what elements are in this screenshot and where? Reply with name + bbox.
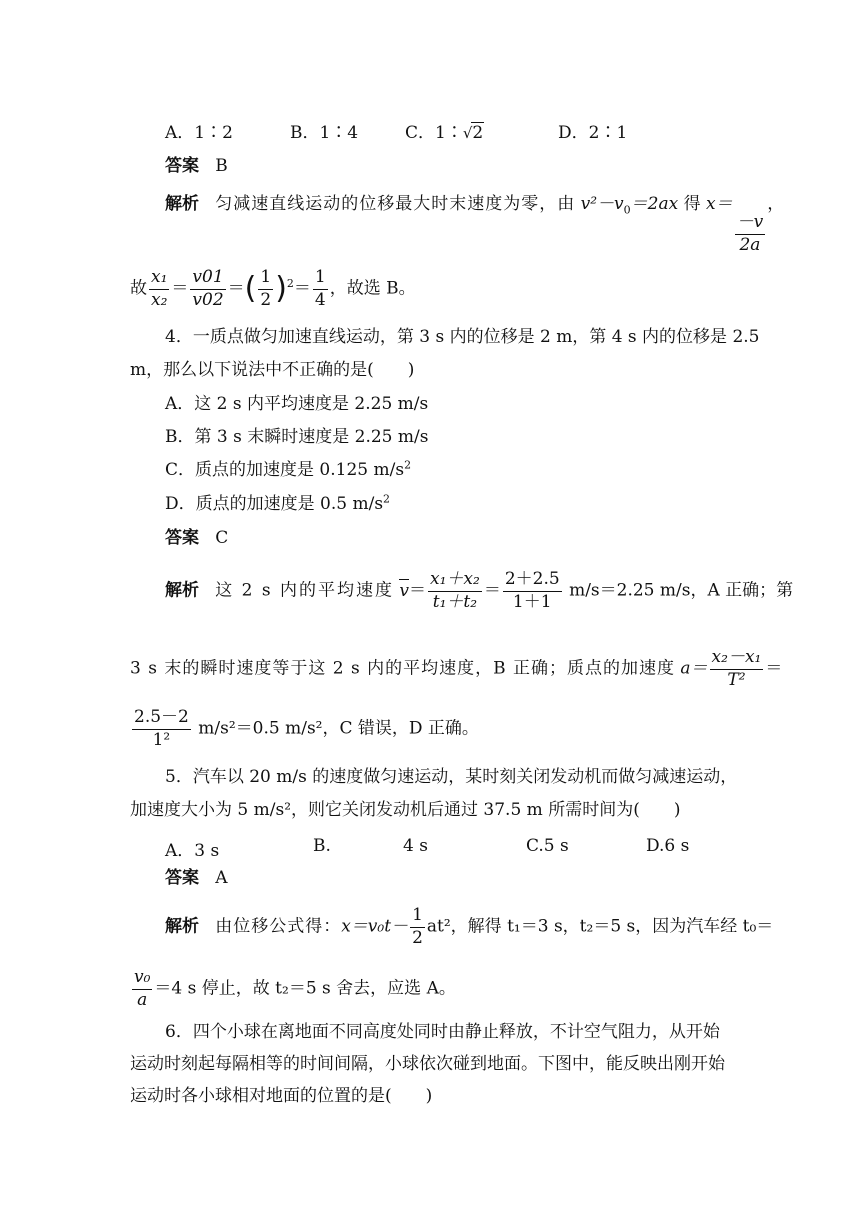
denominator: v02 <box>192 289 224 310</box>
fraction <box>132 968 152 1010</box>
q5-option-d: D.6 s <box>646 836 690 856</box>
numerator: x₂－x₁ <box>710 648 764 670</box>
analysis-text: 匀减速直线运动的位移最大时末速度为零，由 <box>215 194 576 214</box>
answer-label: 答案 <box>165 528 199 548</box>
answer-value: B <box>215 156 228 176</box>
fraction <box>313 268 328 310</box>
fraction <box>428 570 482 612</box>
q5-stem-line1: 5．汽车以 20 m/s 的速度做匀速运动，某时刻关闭发动机而做匀减速运动， <box>165 767 738 787</box>
numerator: x₁ <box>149 268 169 290</box>
text: ，故选 B。 <box>329 278 416 299</box>
denominator: 1² <box>152 729 171 750</box>
text: ＝4 s 停止，故 t₂＝5 s 舍去，应选 A。 <box>154 978 456 999</box>
analysis-text: 3 s 末的瞬时速度等于这 2 s 内的平均速度，B 正确；质点的加速度 <box>130 658 675 679</box>
q5-option-b-value: 4 s <box>403 836 428 856</box>
denominator: a <box>137 989 148 1010</box>
denominator: T² <box>727 669 746 690</box>
option-text: D．质点的加速度是 0.5 m/s <box>165 494 384 514</box>
q3-analysis-line2: 故 $\frac{\text{x₁}}{\text{x₂}}$ ＝ $\frac{v01}{v02}$ ＝ ( $\frac{1}{2}$ ) $^2$＝ $\frac{1}{4}$ ，故选 B。 <box>130 267 416 310</box>
q5-option-c: C.5 s <box>526 836 569 856</box>
q6-stem-line1: 6．四个小球在离地面不同高度处同时由静止释放，不计空气阻力，从开始 <box>165 1022 720 1042</box>
q4-analysis-line1: 解析 这 2 s 内的平均速度 v＝ $\frac{\text{x₁＋x₂}}{\text{t₁＋t₂}}$ ＝ $\frac{2+2.5}{1+1}$ m/s＝2.25 m/s，A 正确；第 <box>165 569 794 612</box>
formula: a＝ <box>680 658 708 679</box>
answer-value: A <box>215 868 228 888</box>
q6-stem-line3: 运动时各小球相对地面的位置的是( ) <box>130 1086 433 1106</box>
sqrt-icon: √ <box>462 124 473 142</box>
analysis-label: 解析 <box>165 194 199 214</box>
q3-option-c <box>405 118 484 143</box>
formula: v²－v <box>580 194 624 214</box>
q3-answer <box>165 158 228 175</box>
fraction <box>503 570 562 612</box>
q5-option-b: B. <box>313 836 331 856</box>
q3-option-d: D．2∶1 <box>558 123 628 143</box>
denominator: t₁＋t₂ <box>432 591 478 612</box>
numerator: 2.5－2 <box>132 708 191 730</box>
text: at²，解得 t₁＝3 s，t₂＝5 s，因为汽车经 t₀＝ <box>426 916 774 937</box>
formula: x＝v₀t－ <box>341 916 409 937</box>
text: m/s²＝0.5 m/s²，C 错误，D 正确。 <box>198 718 479 739</box>
answer-value: C <box>215 528 229 548</box>
fraction <box>132 708 191 750</box>
q5-analysis-line2 <box>130 968 456 1010</box>
vbar: v <box>399 580 409 601</box>
q4-analysis-line3 <box>130 708 479 750</box>
q3-sqrt-value: 2 <box>472 123 484 143</box>
fraction <box>410 906 425 948</box>
answer-label: 答案 <box>165 868 199 888</box>
fraction <box>710 648 764 690</box>
q3-option-b: B．1∶4 <box>290 123 359 143</box>
formula: ＝2ax <box>630 194 679 214</box>
numerator: －v <box>735 213 766 235</box>
q4-answer <box>165 530 228 547</box>
left-paren-icon: ( <box>244 271 257 307</box>
numerator: v₀ <box>132 968 152 990</box>
q5-stem-line2: 加速度大小为 5 m/s²，则它关闭发动机后通过 37.5 m 所需时间为( ) <box>130 800 681 820</box>
q4-option-c: C．质点的加速度是 0.125 $m/s^2$ <box>165 458 412 480</box>
text: m/s＝2.25 m/s，A 正确；第 <box>569 580 794 601</box>
q5-option-a: A．3 s <box>165 841 220 861</box>
denominator: x₂ <box>151 289 168 310</box>
q4-analysis-line2 <box>130 648 782 690</box>
text: 故 <box>130 278 147 299</box>
q4-option-a: A．这 2 s 内平均速度是 2.25 m/s <box>165 394 429 414</box>
q3-option-a: A．1∶2 <box>165 123 233 143</box>
answer-label: 答案 <box>165 156 199 176</box>
right-paren-icon: ) <box>275 271 287 307</box>
formula: x＝ <box>706 194 733 214</box>
fraction <box>735 213 766 255</box>
text: ， <box>767 194 785 214</box>
denominator: 2a <box>739 234 761 255</box>
q5-analysis-line1 <box>165 906 773 948</box>
numerator: 1 <box>258 268 273 290</box>
numerator: x₁＋x₂ <box>428 570 482 592</box>
q6-stem-line2: 运动时刻起每隔相等的时间间隔，小球依次碰到地面。下图中，能反映出刚开始 <box>130 1054 725 1074</box>
analysis-text: 这 2 s 内的平均速度 <box>215 580 394 601</box>
analysis-label: 解析 <box>165 580 199 601</box>
fraction <box>190 268 225 310</box>
q4-stem-line1: 4．一质点做匀加速直线运动，第 3 s 内的位移是 2 m，第 4 s 内的位移是 2.5 <box>165 327 760 347</box>
numerator: 2＋2.5 <box>503 570 562 592</box>
text: ＝ <box>765 658 783 679</box>
q4-option-b: B．第 3 s 末瞬时速度是 2.25 m/s <box>165 427 429 447</box>
option-text: C．质点的加速度是 0.125 m/s <box>165 460 405 480</box>
text: 得 <box>683 194 701 214</box>
q4-option-d: D．质点的加速度是 0.5 $m/s^2$ <box>165 492 391 514</box>
fraction <box>149 268 169 310</box>
denominator: 4 <box>314 289 326 310</box>
q3-analysis-line1: 解析 匀减速直线运动的位移最大时末速度为零，由 $v^2-v_0=2ax$ 得 x＝ $\frac{-v}{2a}$ ， <box>165 194 785 255</box>
q3-option-c-text: C．1∶ <box>405 123 463 143</box>
q5-answer <box>165 870 228 887</box>
q4-stem-line2: m，那么以下说法中不正确的是( ) <box>130 360 415 380</box>
numerator: v01 <box>190 268 225 290</box>
denominator: 2 <box>260 289 272 310</box>
denominator: 2 <box>412 927 423 948</box>
numerator: 1 <box>313 268 328 290</box>
analysis-text: 由位移公式得： <box>215 916 342 937</box>
numerator: 1 <box>410 906 425 928</box>
analysis-label: 解析 <box>165 916 199 937</box>
denominator: 1＋1 <box>512 591 552 612</box>
fraction <box>258 268 273 310</box>
paren-group <box>245 268 287 310</box>
